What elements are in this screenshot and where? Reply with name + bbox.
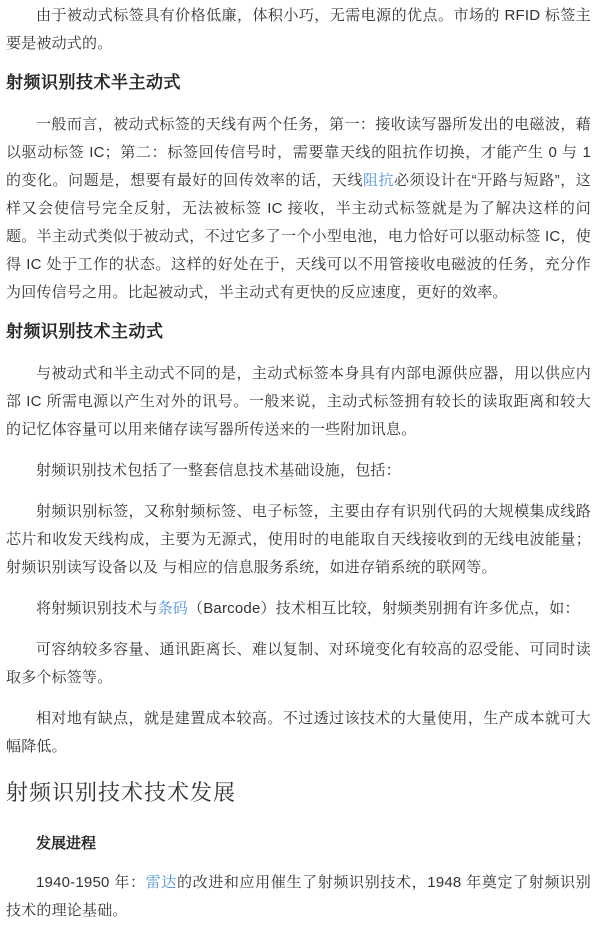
paragraph-text: 由于被动式标签具有价格低廉，体积小巧，无需电源的优点。市场的 RFID 标签主要是被动式的。 — [6, 7, 591, 52]
sub-heading-development-process: 发展进程 — [36, 835, 97, 852]
paragraph-text: （Barcode）技术相互比较，射频类别拥有许多优点，如： — [188, 600, 580, 617]
paragraph-text: 必须设计在“开路与短路”，这样又会使信号完全反射，无法被标签 IC 接收，半主动式标签就是为了解决这样的问题。半主动式类似于被动式，不过它多了一个小型电池，电力恰好可以驱动标签 IC，使得 IC 处于工作的状态。这样的好处在于，天线可以不用管接收电磁波的任务，充分作为回传信号之用。比起被动式，半主动式有更快的反应速度，更好的效率。 — [6, 172, 591, 301]
link-radar[interactable]: 雷达 — [145, 874, 177, 891]
paragraph-infrastructure-detail — [6, 498, 591, 582]
chapter-heading-development: 射频识别技术技术发展 — [6, 780, 237, 805]
paragraph-text: 1940-1950 年： — [36, 874, 146, 891]
paragraph-semi-active — [6, 111, 591, 307]
paragraph-era-1940 — [6, 869, 591, 925]
paragraph-text: 可容纳较多容量、通讯距离长、难以复制、对环境变化有较高的忍受能、可同时读取多个标签等。 — [6, 641, 591, 686]
paragraph-text: 的改进和应用催生了射频识别技术，1948 年奠定了射频识别技术的理论基础。 — [6, 874, 591, 919]
paragraph-intro — [6, 2, 591, 58]
paragraph-advantages — [6, 636, 591, 692]
section-heading-semi-active: 射频识别技术半主动式 — [6, 73, 181, 92]
section-heading-active: 射频识别技术主动式 — [6, 322, 164, 341]
link-barcode[interactable]: 条码 — [157, 600, 189, 617]
paragraph-text: 射频识别标签，又称射频标签、电子标签，主要由存有识别代码的大规模集成线路芯片和收发天线构成，主要为无源式，使用时的电能取自天线接收到的无线电波能量；射频识别读写设备以及 与相应的信息服务系统，如进存销系统的联网等。 — [6, 503, 591, 576]
paragraph-barcode-compare — [6, 595, 591, 623]
link-impedance[interactable]: 阻抗 — [362, 172, 395, 189]
paragraph-active — [6, 360, 591, 444]
paragraph-text: 射频识别技术包括了一整套信息技术基础设施，包括： — [36, 462, 401, 479]
paragraph-text: 与被动式和半主动式不同的是，主动式标签本身具有内部电源供应器，用以供应内部 IC 所需电源以产生对外的讯号。一般来说，主动式标签拥有较长的读取距离和较大的记忆体容量可以用来储存读写器所传送来的一些附加讯息。 — [6, 365, 591, 438]
paragraph-text: 一般而言，被动式标签的天线有两个任务，第一：接收读写器所发出的电磁波，藉以驱动标签 IC；第二：标签回传信号时，需要靠天线的阻抗作切换，才能产生 0 与 1 的变化。问题是，想要有最好的回传效率的话，天线 — [6, 116, 591, 189]
paragraph-disadvantages — [6, 705, 591, 761]
paragraph-text: 相对地有缺点，就是建置成本较高。不过透过该技术的大量使用，生产成本就可大幅降低。 — [6, 710, 591, 755]
paragraph-text: 将射频识别技术与 — [36, 600, 158, 617]
paragraph-infrastructure-intro — [6, 457, 591, 485]
